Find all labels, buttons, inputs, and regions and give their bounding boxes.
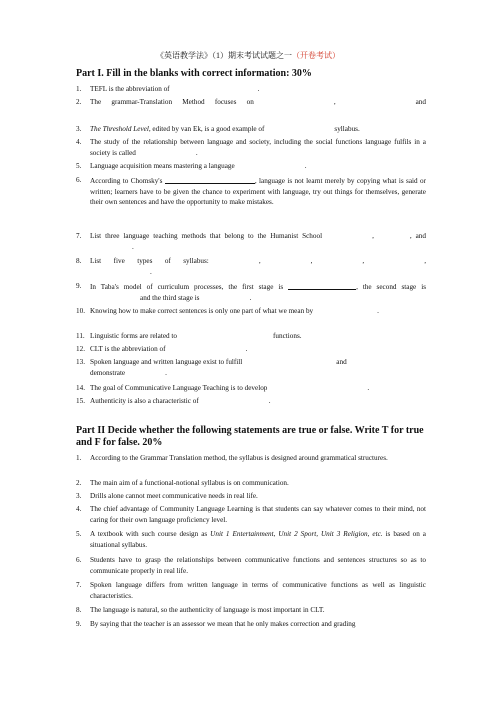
part2-item-2: 2. The main aim of a functional-notional syllabus is on communication. bbox=[76, 479, 289, 487]
part1-item-1: 1. TEFL is the abbreviation of . bbox=[76, 85, 260, 93]
part2-heading: Part II Decide whether the following statements are true or false. Write T for true and F for false. 20% bbox=[76, 425, 424, 448]
part1-item-11: 11. Linguistic forms are related to functions. bbox=[76, 332, 302, 340]
part1-item-4: 4. The study of the relationship between language and society, including the social functions language fulfils in a society is called . bbox=[76, 138, 426, 157]
part1-item-6: 6. According to Chomsky's , language is not learnt merely by copying what is said or written; learners have to be given the chance to experiment with language, try out things for themselves, generate their own sentences and have the opportunity to make mistakes. bbox=[76, 176, 427, 207]
part1-item-12: 12. CLT is the abbreviation of . bbox=[76, 345, 248, 353]
part1-item-2: 2. The grammar-Translation Method focuses on , and bbox=[76, 98, 426, 106]
part1-item-8: 8. List five types of syllabus: , , , ,. bbox=[76, 257, 426, 276]
part1-item-5: 5. Language acquisition means mastering a language . bbox=[76, 162, 307, 170]
part1-item-7: 7. List three language teaching methods that belong to the Humanist School , , and. bbox=[76, 232, 426, 251]
part1-item-13: 13. Spoken language and written language exist to fulfill and demonstrate . bbox=[76, 358, 347, 377]
part2-item-5: 5. A textbook with such course design as Unit 1 Entertainment, Unit 2 Sport, Unit 3 Religion, etc. is based on a situational syllabus. bbox=[76, 530, 426, 549]
part2-item-1: 1. According to the Grammar Translation method, the syllabus is designed around grammatical structures. bbox=[76, 454, 388, 462]
open-book-tag: （开卷考试） bbox=[292, 51, 340, 60]
part2-item-8: 8. The language is natural, so the authenticity of language is most important in CLT. bbox=[76, 606, 325, 614]
document-title-text: 《英语教学法》（1）期末考试试题之一 bbox=[156, 51, 292, 60]
part1-heading: Part I. Fill in the blanks with correct information: 30% bbox=[76, 68, 312, 79]
part2-item-6: 6. Students have to grasp the relationships between communicative functions and sentences structures so as to communicate properly in real life. bbox=[76, 556, 426, 575]
part1-item-9: 9. In Taba's model of curriculum processes, the first stage is , the second stage isand the third stage is . bbox=[76, 282, 426, 302]
part2-item-9: 9. By saying that the teacher is an assessor we mean that he only makes correction and grading bbox=[76, 620, 356, 628]
blank-line bbox=[288, 281, 356, 290]
blank-line bbox=[165, 175, 255, 184]
part2-item-4: 4. The chief advantage of Community Language Learning is that students can say whatever comes to their mind, not caring for their own language proficiency level. bbox=[76, 505, 426, 524]
part1-item-3: 3. The Threshold Level, edited by van Ek, is a good example of syllabus. bbox=[76, 125, 360, 133]
part1-item-10: 10. Knowing how to make correct sentences is only one part of what we mean by . bbox=[76, 307, 379, 315]
document-title bbox=[0, 51, 496, 61]
part2-item-3: 3. Drills alone cannot meet communicative needs in real life. bbox=[76, 492, 258, 500]
part1-item-15: 15. Authenticity is also a characteristic of . bbox=[76, 397, 271, 405]
part2-item-7: 7. Spoken language differs from written language in terms of communicative functions as well as linguistic characteristics. bbox=[76, 581, 426, 600]
part1-item-14: 14. The goal of Communicative Language Teaching is to develop . bbox=[76, 384, 370, 392]
